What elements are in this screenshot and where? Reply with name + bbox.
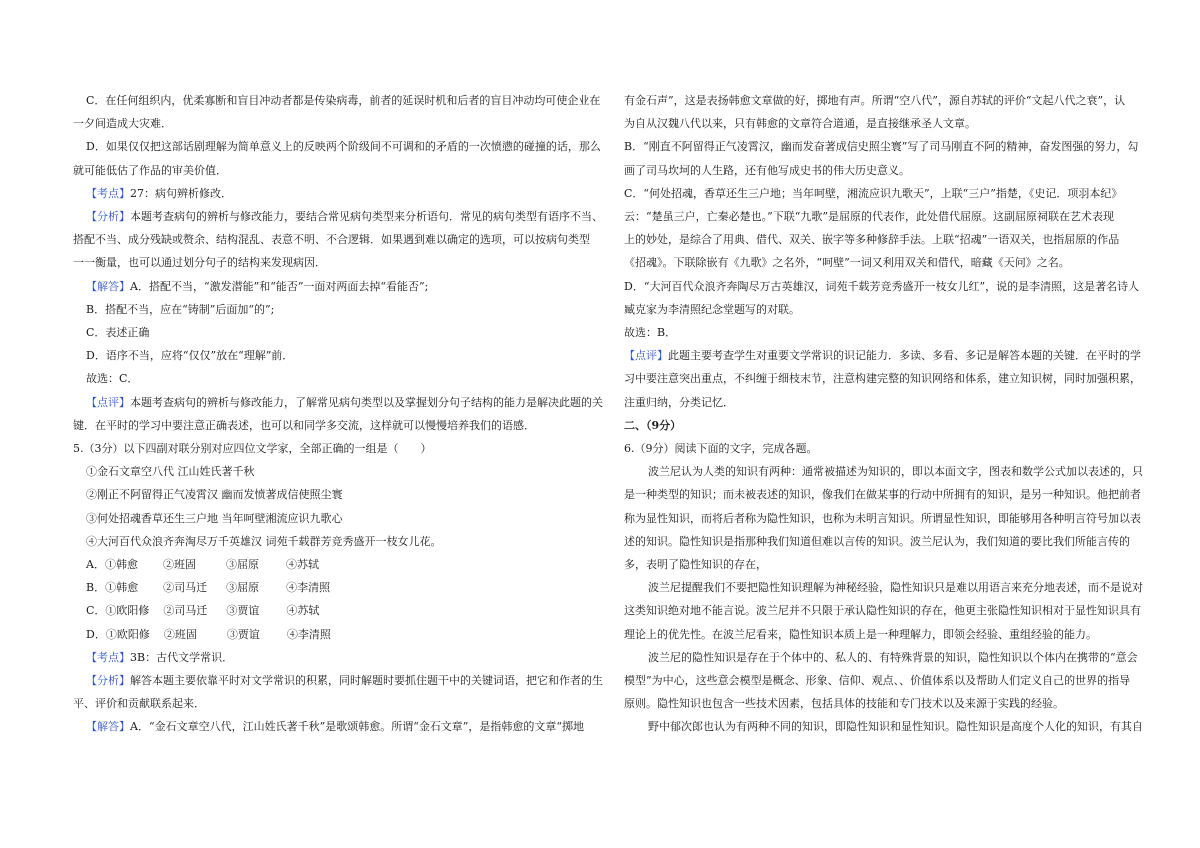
q5-couplet-4: ④大河百代众浪齐奔淘尽万千英雄汉 词苑千载群芳竞秀盛开一枝女儿花。 (86, 534, 442, 548)
q5-jieda-b: B．“刚直不阿留得正气凌霄汉，幽而发奋著成信史照尘寰”写了司马刚直不阿的精神，奋发图强的努力，勾 (624, 140, 1139, 154)
left-column (73, 89, 603, 739)
right-column (624, 89, 1147, 739)
q5-fenxi-line2: 平、评价和贡献联系起来． (73, 697, 205, 711)
q5-jieda-d-cont: 臧克家为李清照纪念堂题写的对联。 (624, 302, 800, 316)
passage-p2-line2: 这类知识绝对地不能言说。波兰尼并不只限于承认隐性知识的存在，他更主张隐性知识相对于显性知识具有 (624, 604, 1141, 618)
passage-p2-line3: 理论上的优先性。在波兰尼看来，隐性知识本质上是一种理解力，即领会经验、重组经验的能力。 (624, 627, 1097, 641)
q5-jieda-c-line2: 云：“楚虽三户，亡秦必楚也。”下联“九歌”是屈原的代表作，此处借代屈原。这副屈原祠联在艺术表现 (624, 210, 1114, 224)
q4-dianping: 【点评】本题考查病句的辨析与修改能力，了解常见病句类型以及掌握划分句子结构的能力是解决此题的关 (86, 395, 603, 409)
passage-p1-line5: 多，表明了隐性知识的存在， (624, 558, 767, 572)
fenxi-tag: 【分析】 (86, 210, 130, 224)
q4-fenxi-line2: 搭配不当、成分残缺或赘余、结构混乱、表意不明、不合逻辑．如果遇到难以确定的选项，可以按病句类型 (73, 233, 590, 247)
q5-dianping-line3: 注重归纳，分类记忆． (624, 395, 734, 409)
q5-option-b: B．①韩愈 ②司马迁 ③屈原 ④李清照 (86, 581, 331, 595)
q5-jieda: 【解答】A．“金石文章空八代，江山姓氏著千秋”是歌颂韩愈。所谓“金石文章”，是指韩愈的文章“掷地 (86, 720, 585, 734)
q5-fenxi: 【分析】解答本题主要依靠平时对文学常识的积累，同时解题时要抓住题干中的关键词语，把它和作者的生 (86, 674, 603, 688)
q5-jieda-line2: 有金石声”，这是表扬韩愈文章做的好，掷地有声。所谓“空八代”，源自苏轼的评价“文起八代之衰”，认 (624, 94, 1126, 107)
q5-option-a: A．①韩愈 ②班固 ③屈原 ④苏轼 (86, 558, 319, 572)
q5-option-c: C．①欧阳修 ②司马迁 ③贾谊 ④苏轼 (86, 604, 320, 618)
q4-jieda: 【解答】A．搭配不当，“激发潜能”和“能否”一面对两面去掉“看能否”; (86, 279, 429, 293)
fenxi-tag: 【分析】 (86, 674, 130, 688)
q5-option-d: D．①欧阳修 ②班固 ③贾谊 ④李清照 (86, 627, 331, 641)
q5-stem: 5.（3分）以下四副对联分别对应四位文学家，全部正确的一组是（ ） (73, 442, 432, 456)
passage-p1-line4: 述的知识。隐性知识是指那种我们知道但难以言传的知识。波兰尼认为，我们知道的要比我们所能言传的 (624, 534, 1130, 548)
q5-jieda-line3: 为自从汉魏八代以来，只有韩愈的文章符合道通，是直接继承圣人文章。 (624, 117, 976, 131)
q6-stem: 6.（9分）阅读下面的文字，完成各题。 (624, 442, 818, 456)
passage-p1-line2: 是一种类型的知识；而未被表述的知识，像我们在做某事的行动中所拥有的知识，是另一种知识。他把前者 (624, 488, 1141, 502)
passage-p4-line1: 野中郁次郎也认为有两种不同的知识，即隐性知识和显性知识。隐性知识是高度个人化的知识，有其自 (648, 720, 1143, 734)
kaodian-tag: 【考点】 (86, 186, 130, 200)
q4-kaodian: 【考点】27：病句辨析修改． (86, 186, 232, 200)
q5-jieda-c-line4: 《招魂》。下联除嵌有《九歌》之名外，“呵壁”一词又利用双关和借代，暗藏《天问》之名。 (624, 256, 1070, 270)
q4-option-d-cont: 就可能低估了作品的审美价值． (73, 163, 227, 177)
q4-jieda-b: B．搭配不当，应在“铸制”后面加“的”; (86, 302, 275, 316)
q5-dianping: 【点评】此题主要考查学生对重要文学常识的识记能力．多读、多看、多记是解答本题的关键．在平时的学 (624, 349, 1141, 363)
passage-p3-line1: 波兰尼的隐性知识是存在于个体中的、私人的、有特殊背景的知识，隐性知识以个体内在携带的“意会 (648, 650, 1138, 664)
q5-answer: 故选：B． (624, 326, 677, 340)
passage-p3-line2: 模型”为中心，这些意会模型是概念、形象、信仰、观点、、价值体系以及帮助人们定义自己的世界的指导 (624, 674, 1131, 688)
section-heading: 二、（9分） (624, 418, 682, 432)
q4-fenxi: 【分析】本题考查病句的辨析与修改能力，要结合常见病句类型来分析语句．常见的病句类型有语序不当、 (86, 210, 603, 224)
q5-couplet-1: ①金石文章空八代 江山姓氏著千秋 (86, 465, 255, 479)
q5-jieda-d: D．“大河百代众浪齐奔陶尽万古英雄汉，词苑千载芳竞秀盛开一枝女儿红”，说的是李清照，这是著名诗人 (624, 279, 1140, 293)
q4-answer: 故选：C． (86, 372, 139, 386)
passage-p1-line1: 波兰尼认为人类的知识有两种：通常被描述为知识的，即以本面文字，图表和数学公式加以表述的，只 (648, 465, 1143, 479)
q4-option-d: D．如果仅仅把这部话剧理解为简单意义上的反映两个阶级间不可调和的矛盾的一次愤懑的碰撞的话，那么 (86, 140, 601, 154)
kaodian-tag: 【考点】 (86, 650, 130, 664)
dianping-tag: 【点评】 (86, 395, 130, 409)
q5-dianping-line2: 习中要注意突出重点，不纠缠于细枝末节，注意构建完整的知识网络和体系，建立知识树，同时加强积累， (624, 372, 1141, 386)
q4-option-c: C．在任何组织内，优柔寡断和盲目冲动者都是传染病毒，前者的延误时机和后者的盲目冲动均可使企业在 (86, 94, 601, 107)
q5-jieda-c-line3: 上的妙处，是综合了用典、借代、双关、嵌字等多种修辞手法。上联“招魂”一语双关，也指屈原的作品 (624, 233, 1120, 247)
q4-fenxi-line3: 一一衡量，也可以通过划分句子的结构来发现病因． (73, 256, 326, 270)
passage-p1-line3: 称为显性知识，而将后者称为隐性知识，也称为未明言知识。所谓显性知识，即能够用各种明言符号加以表 (624, 511, 1141, 525)
jieda-tag: 【解答】 (86, 279, 130, 293)
q4-jieda-d: D．语序不当，应将“仅仅”放在“理解”前． (86, 349, 294, 363)
q5-couplet-2: ②刚正不阿留得正气凌霄汉 幽而发愤著成信使照尘寰 (86, 488, 343, 502)
q4-jieda-c: C．表述正确 (86, 326, 150, 340)
passage-p3-line3: 原则。隐性知识也包含一些技术因素，包括具体的技能和专门技术以及来源于实践的经验。 (624, 697, 1064, 711)
dianping-tag: 【点评】 (624, 349, 668, 363)
q5-jieda-c: C．“何处招魂，香草还生三户地；当年呵壁，湘流应识九歌天”，上联“三户”指楚，《史记．项羽本纪》 (624, 186, 1123, 200)
q4-dianping-line2: 键．在平时的学习中要注意正确表述，也可以和同学多交流，这样就可以慢慢培养我们的语感． (73, 418, 535, 432)
q5-jieda-b-cont: 画了司马坎坷的人生路，还有他写成史书的伟大历史意义。 (624, 163, 910, 177)
passage-p2-line1: 波兰尼提醒我们不要把隐性知识理解为神秘经验，隐性知识只是难以用语言来充分地表述，而不是说对 (648, 581, 1143, 595)
q5-couplet-3: ③何处招魂香草还生三户地 当年呵壁湘流应识九歌心 (86, 511, 343, 525)
q4-option-c-cont: 一夕间造成大灾难． (73, 117, 172, 131)
q5-kaodian: 【考点】3B：古代文学常识． (86, 650, 234, 664)
jieda-tag: 【解答】 (86, 720, 130, 734)
